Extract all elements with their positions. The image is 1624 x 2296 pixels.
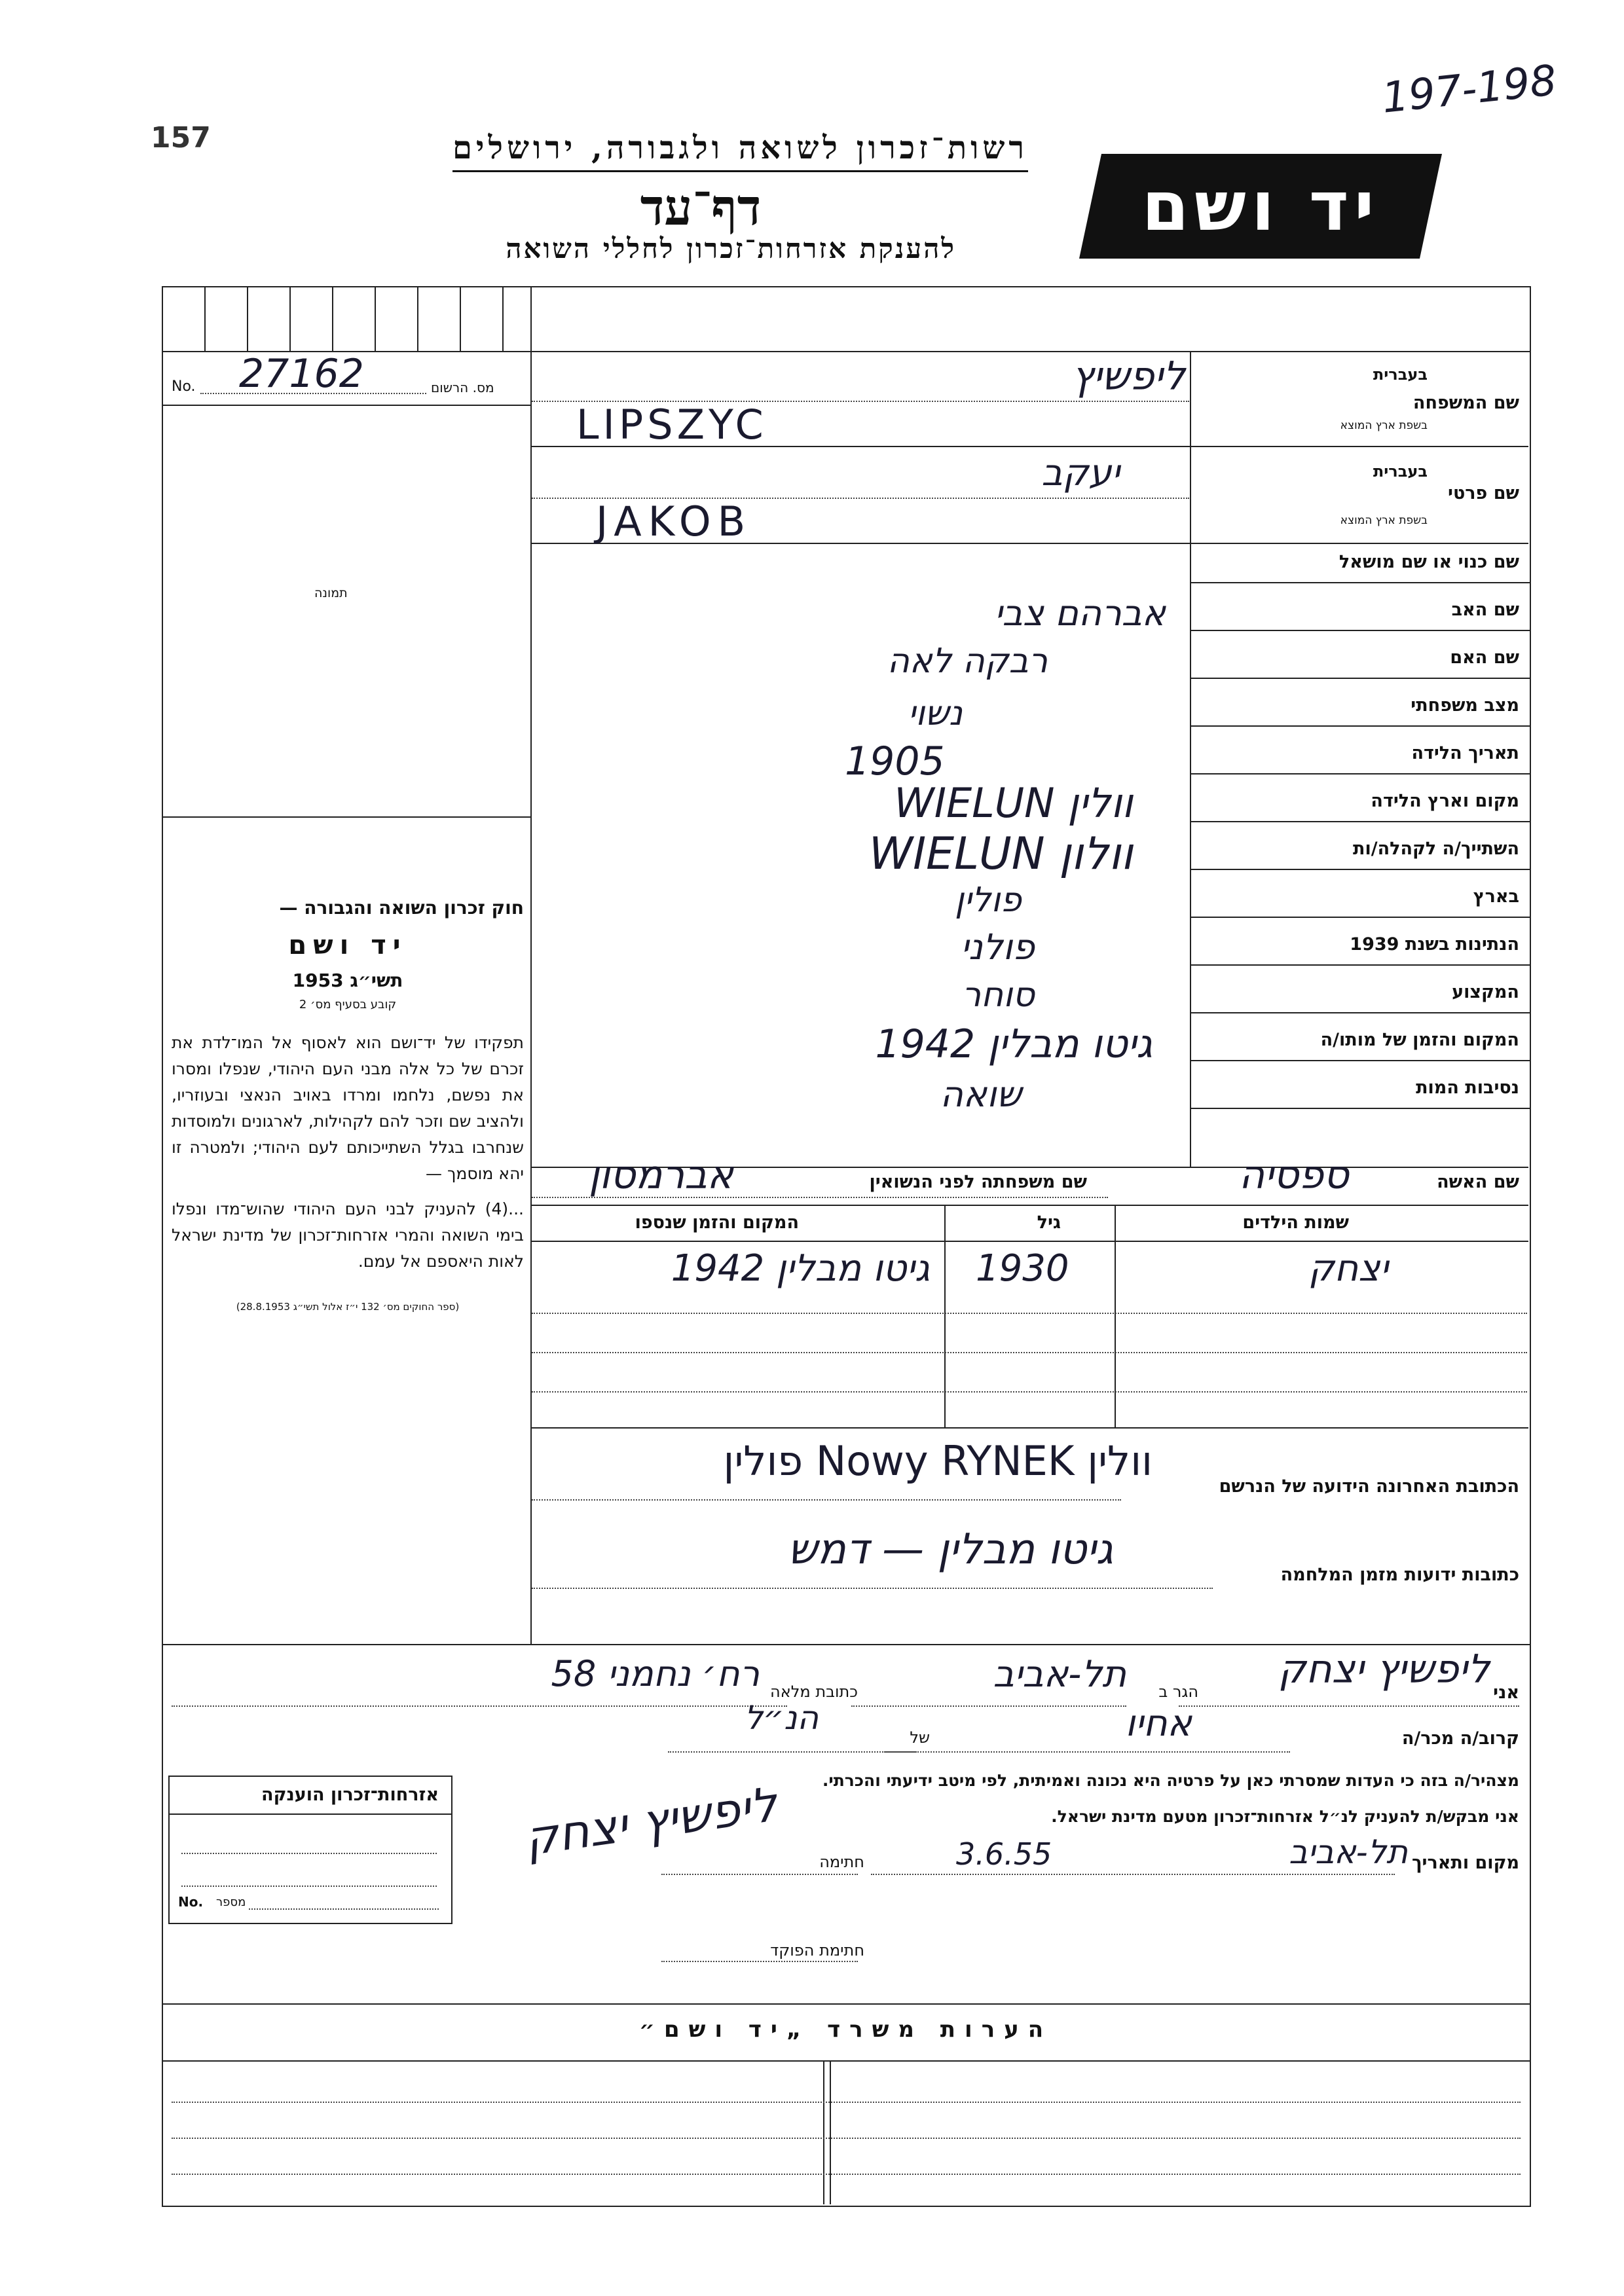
form-subtitle: להענקת אזרחות־זכרון לחללי השואה bbox=[506, 232, 956, 264]
declarant-value: ליפשיץ יצחק bbox=[1278, 1647, 1490, 1692]
country-label: בארץ bbox=[1473, 886, 1519, 907]
law-body: תפקידו של יד־ושם הוא לאסוף אל המו־לדת את זכרם של כל אלה מבני העם היהודי, שנפלו ומסרו את נפשם, נלחמו ומרדו באויב הנאצי ובעוזריו, ולהציב שם וזכר להם לקהילות, לארגונים ולמוסדות שנחרבו בגלל השתייכותם לעם היהודי; ולמטרה זו יהא מוסמך — bbox=[172, 1033, 524, 1183]
birth-place-label: מקום וארץ הלידה bbox=[1371, 791, 1519, 811]
first-name-origin-lang: בשפת ארץ המוצא bbox=[1340, 514, 1428, 527]
child-name: יצחק bbox=[1308, 1247, 1388, 1290]
father-label: שם האב bbox=[1451, 600, 1519, 620]
wife-label: שם האשה bbox=[1437, 1172, 1519, 1192]
occupation-label: המקצוע bbox=[1452, 982, 1519, 1002]
yad-vashem-logo bbox=[1079, 154, 1442, 259]
file-number: 197-198 bbox=[1379, 56, 1559, 123]
surname-hebrew: ליפשיץ bbox=[1071, 354, 1185, 399]
marital-status-value: נשוי bbox=[908, 694, 963, 733]
children-header-age: גיל bbox=[1037, 1212, 1061, 1233]
mother-label: שם האם bbox=[1450, 647, 1519, 668]
citizenship-1939-label: הנתינות בשנת 1939 bbox=[1350, 934, 1519, 955]
place-value: תל-אביב bbox=[1289, 1833, 1408, 1871]
law-note: קובע בסעיף מס׳ 2 bbox=[299, 998, 397, 1011]
full-address-value: רח׳ נחמני 58 bbox=[551, 1653, 760, 1694]
wife-maiden-value: אברמסון bbox=[588, 1152, 733, 1198]
relative-value: אחיו bbox=[1125, 1702, 1192, 1745]
wartime-address-value: גיטו מבלין — דמש bbox=[788, 1525, 1113, 1574]
registration-number: 27162 bbox=[239, 351, 364, 397]
death-place-time-value: גיטו מבלין 1942 bbox=[875, 1021, 1153, 1067]
surname-origin: LIPSZYC bbox=[576, 401, 767, 448]
community-value: וולון WIELUN bbox=[868, 828, 1133, 880]
death-circumstances-label: נסיבות המות bbox=[1416, 1078, 1519, 1098]
declarant-label: אני bbox=[1493, 1683, 1519, 1703]
photo-label: תמונה bbox=[314, 586, 348, 600]
first-name-origin: JAKOB bbox=[596, 498, 752, 545]
residing-label: הגר ב bbox=[1158, 1683, 1198, 1701]
first-name-label: שם פרטי bbox=[1448, 483, 1519, 503]
law-name: יד ושם bbox=[288, 930, 407, 960]
signature-label: חתימה bbox=[819, 1853, 864, 1871]
law-text bbox=[172, 897, 524, 1313]
child-age: 1930 bbox=[976, 1247, 1069, 1290]
law-reference: (ספר החוקים מס׳ 132 י״ז אלול תשי״ג 28.8.1953) bbox=[236, 1301, 460, 1313]
children-header-names: שמות הילדים bbox=[1242, 1212, 1349, 1233]
child-death-place-time: גיטו מבלין 1942 bbox=[671, 1247, 930, 1290]
of-label: של bbox=[910, 1728, 930, 1747]
law-year: תשי״ג 1953 bbox=[292, 970, 403, 991]
registration-label: מס. הרשום bbox=[431, 380, 494, 395]
death-place-time-label: המקום והזמן של מותו/ה bbox=[1320, 1030, 1519, 1050]
surname-label: שם המשפחה bbox=[1412, 393, 1519, 413]
official-signature-label: חתימת הפוקד bbox=[770, 1941, 864, 1959]
citizenship-1939-value: פולני bbox=[961, 926, 1035, 968]
form-title: דף־עד bbox=[640, 178, 762, 236]
relative-label: קרוב/ה מכר/ה bbox=[1401, 1728, 1519, 1749]
wartime-address-label: כתובות ידועות מזמן המלחמה bbox=[1280, 1565, 1519, 1585]
full-address-label: כתובת מלאה bbox=[770, 1683, 858, 1701]
first-name-hebrew: יעקב bbox=[1041, 452, 1120, 494]
statement-2: אני מבקש/ת להעניק לנ״ל אזרחות־זכרון מטעם מדינת ישראל. bbox=[1051, 1807, 1519, 1826]
wife-maiden-label: שם משפחתה לפני הנשואין bbox=[869, 1172, 1087, 1192]
last-address-value: וולין Nowy RYNEK פולין bbox=[723, 1437, 1153, 1485]
birth-place-value: וולין WIELUN bbox=[894, 779, 1133, 827]
place-date-label: מקום ותאריך bbox=[1411, 1853, 1519, 1873]
law-title: חוק זכרון השואה והגבורה — bbox=[279, 897, 524, 919]
birth-date-value: 1905 bbox=[845, 738, 945, 784]
authority-title: רשות־זכרון לשואה ולגבורה, ירושלים bbox=[452, 130, 1028, 172]
occupation-value: סוחר bbox=[961, 975, 1035, 1015]
surname-origin-lang: בשפת ארץ המוצא bbox=[1340, 419, 1428, 432]
country-value: פולין bbox=[955, 881, 1022, 920]
nickname-label: שם כנוי או שם מושאל bbox=[1338, 552, 1519, 572]
surname-hebrew-lang: בעברית bbox=[1373, 365, 1428, 384]
citizenship-granted-title: אזרחות־זכרון הוענקה bbox=[261, 1785, 439, 1805]
citizenship-num-label: מספר bbox=[216, 1895, 246, 1909]
father-value: אברהם צבי bbox=[994, 592, 1166, 634]
death-circumstances-value: שואה bbox=[940, 1074, 1022, 1115]
of-value: הנ״ל bbox=[744, 1699, 819, 1737]
date-value: 3.6.55 bbox=[956, 1836, 1052, 1872]
statement-1: מצהיר/ה בזה כי העדות שמסרתי כאן על פרטיה היא נכונה ואמיתית, לפי מיטב ידיעתי והכרתי. bbox=[822, 1771, 1519, 1790]
community-label: השתייך/ה לקהלה/ות bbox=[1353, 839, 1519, 859]
logo-text: יד ושם bbox=[1141, 166, 1380, 246]
remarks-title: הערות משרד „יד ושם״ bbox=[638, 2016, 1053, 2043]
children-header-place: המקום והזמן שנספו bbox=[635, 1212, 799, 1233]
stamp-number: 157 bbox=[151, 121, 211, 155]
declarant-signature-text: ליפשיץ יצחק bbox=[521, 1776, 781, 1867]
wife-value: ספסיה bbox=[1239, 1152, 1349, 1198]
citizenship-no-label: No. bbox=[178, 1894, 204, 1910]
law-body-2: ...(4) להעניק לבני העם היהודי שהוש־מדו ונפלו בימי השואה והמרי אזרחות־זכרון של מדינת ישראל לאות היאספם אל עמם. bbox=[172, 1199, 524, 1271]
residing-value: תל-אביב bbox=[993, 1653, 1126, 1696]
mother-value: רבקה לאה bbox=[887, 642, 1048, 681]
first-name-hebrew-lang: בעברית bbox=[1373, 462, 1428, 481]
registration-no-prefix: No. bbox=[172, 378, 196, 395]
last-address-label: הכתובת האחרונה הידועה של הנרשם bbox=[1219, 1476, 1519, 1497]
marital-status-label: מצב משפחתי bbox=[1411, 695, 1519, 716]
birth-date-label: תאריך הלידה bbox=[1411, 743, 1519, 763]
